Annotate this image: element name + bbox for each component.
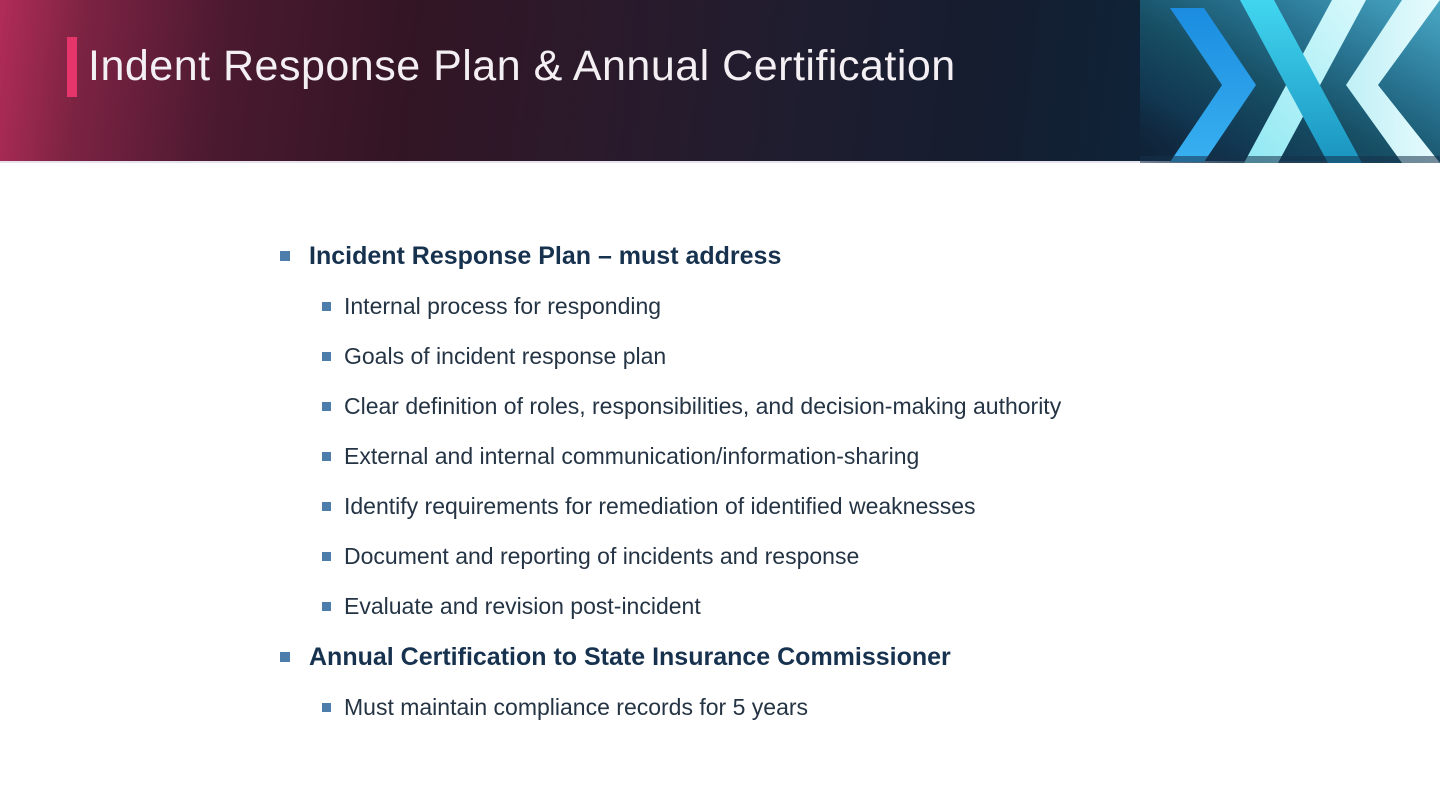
brand-logo — [1140, 0, 1440, 163]
square-bullet-icon — [322, 352, 331, 361]
square-bullet-icon — [280, 251, 290, 261]
bullet-item-l2 — [322, 441, 1140, 472]
bullet-text: Evaluate and revision post-incident — [344, 593, 701, 619]
square-bullet-icon — [322, 703, 331, 712]
square-bullet-icon — [322, 502, 331, 511]
square-bullet-icon — [322, 552, 331, 561]
sub-bullet-list — [280, 692, 1140, 723]
bullet-text: External and internal communication/information-sharing — [344, 443, 920, 469]
bullet-item-l2 — [322, 541, 1140, 572]
sub-bullet-list — [280, 291, 1140, 622]
logo-bottom-strip — [1140, 156, 1440, 163]
bullet-item-l1 — [280, 240, 1140, 272]
bullet-text: Goals of incident response plan — [344, 343, 667, 369]
bullet-text: Clear definition of roles, responsibilities, and decision-making authority — [344, 393, 1062, 419]
bullet-item-l2 — [322, 341, 1140, 372]
square-bullet-icon — [322, 302, 331, 311]
square-bullet-icon — [322, 402, 331, 411]
square-bullet-icon — [280, 652, 290, 662]
bullet-item-l1 — [280, 641, 1140, 673]
content-area — [280, 240, 1140, 742]
title-accent-bar — [67, 37, 77, 97]
bullet-text: Internal process for responding — [344, 293, 662, 319]
slide-title: Indent Response Plan & Annual Certification — [88, 42, 956, 90]
section-heading: Incident Response Plan – must address — [309, 242, 782, 270]
section-heading: Annual Certification to State Insurance Commissioner — [309, 643, 951, 671]
bullet-item-l2 — [322, 491, 1140, 522]
bullet-item-l2 — [322, 692, 1140, 723]
bullet-text: Identify requirements for remediation of identified weaknesses — [344, 493, 976, 519]
bullet-item-l2 — [322, 591, 1140, 622]
bullet-item-l2 — [322, 391, 1140, 422]
square-bullet-icon — [322, 602, 331, 611]
square-bullet-icon — [322, 452, 331, 461]
bullet-text: Document and reporting of incidents and response — [344, 543, 860, 569]
bullet-text: Must maintain compliance records for 5 years — [344, 694, 809, 720]
bullet-item-l2 — [322, 291, 1140, 322]
